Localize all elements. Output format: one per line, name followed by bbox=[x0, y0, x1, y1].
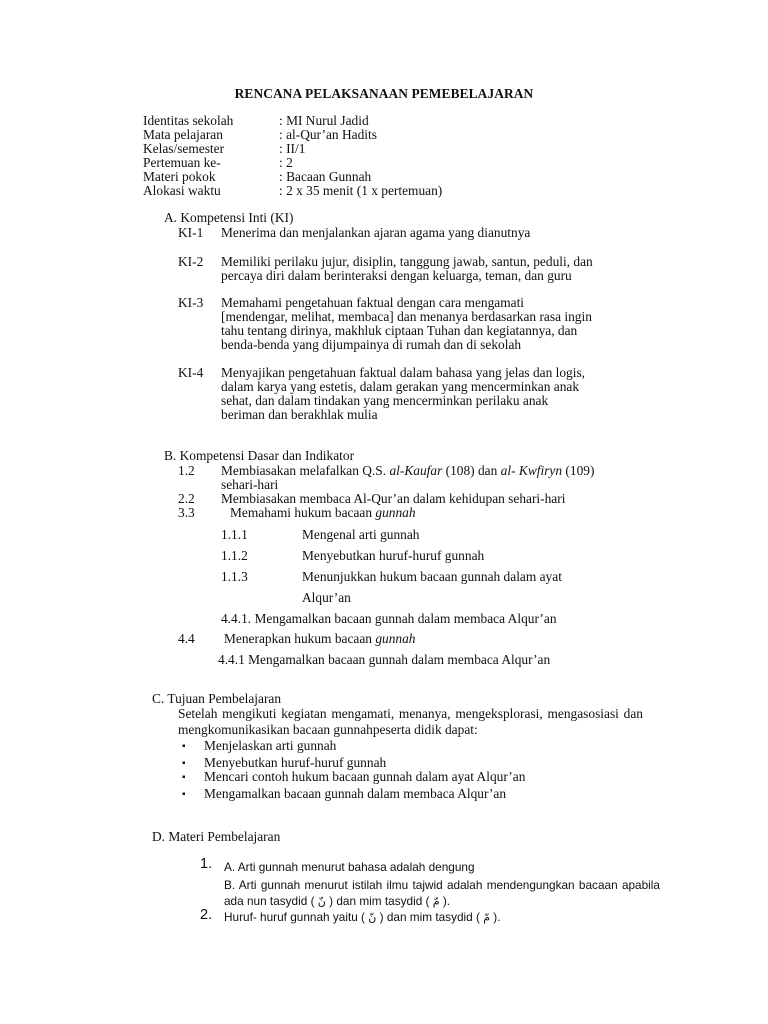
bullet-icon: ▪ bbox=[182, 789, 186, 800]
identity-value: : MI Nurul Jadid bbox=[279, 113, 369, 128]
list-item: Mencari contoh hukum bacaan gunnah dalam ayat Alqur’an bbox=[204, 769, 526, 784]
list-item: Menyebutkan huruf-huruf gunnah bbox=[204, 755, 387, 770]
list-item: Mengamalkan bacaan gunnah dalam membaca Alqur’an bbox=[204, 786, 507, 801]
kd-text: Membiasakan membaca Al-Qur’an dalam kehidupan sehari-hari bbox=[221, 491, 566, 506]
kd-text: Menerapkan hukum bacaan gunnah bbox=[224, 631, 416, 646]
identity-label: Identitas sekolah bbox=[143, 113, 234, 128]
ki-text: dalam karya yang estetis, dalam gerakan yang mencerminkan anak bbox=[221, 379, 580, 394]
identity-label: Pertemuan ke- bbox=[143, 155, 221, 170]
identity-value: : al-Qur’an Hadits bbox=[279, 127, 377, 142]
ki-text: beriman dan berakhlak mulia bbox=[221, 407, 378, 422]
kd-code: 2.2 bbox=[178, 491, 195, 506]
kd-text: Memahami hukum bacaan gunnah bbox=[230, 505, 416, 520]
identity-value: : Bacaan Gunnah bbox=[279, 169, 372, 184]
bullet-icon: ▪ bbox=[182, 758, 186, 769]
indicator-code: 1.1.2 bbox=[221, 548, 248, 563]
ki-text: Memiliki perilaku jujur, disiplin, tanggung jawab, santun, peduli, dan bbox=[221, 254, 593, 269]
ki-text: Memahami pengetahuan faktual dengan cara mengamati bbox=[221, 295, 525, 310]
section-c-intro: Setelah mengikuti kegiatan mengamati, menanya, mengeksplorasi, mengasosiasi dan mengkomunikasikan bacaan gunnahpeserta didik dapat: bbox=[178, 706, 643, 737]
ki-code: KI-4 bbox=[178, 365, 204, 380]
identity-label: Materi pokok bbox=[143, 169, 216, 184]
indicator-text: Mengenal arti gunnah bbox=[302, 527, 420, 542]
list-number: 2. bbox=[200, 907, 213, 923]
ki-text: percaya diri dalam berinteraksi dengan keluarga, teman, dan guru bbox=[221, 268, 572, 283]
indicator-code: 1.1.3 bbox=[221, 569, 248, 584]
list-number: 1. bbox=[200, 856, 213, 872]
identity-label: Mata pelajaran bbox=[143, 127, 223, 142]
kd-code: 4.4 bbox=[178, 631, 195, 646]
ki-text: Menyajikan pengetahuan faktual dalam bahasa yang jelas dan logis, bbox=[221, 365, 586, 380]
ki-code: KI-3 bbox=[178, 295, 204, 310]
materi-text: Huruf- huruf gunnah yaitu ( نّ ) dan mim tasydid ( مّ ). bbox=[224, 910, 501, 924]
indicator-text: 4.4.1 Mengamalkan bacaan gunnah dalam membaca Alqur’an bbox=[218, 652, 551, 667]
document-title: RENCANA PELAKSANAAN PEMEBELAJARAN bbox=[234, 86, 534, 101]
identity-label: Alokasi waktu bbox=[143, 183, 221, 198]
ki-text: sehat, dan dalam tindakan yang mencerminkan perilaku anak bbox=[221, 393, 549, 408]
indicator-text: Menyebutkan huruf-huruf gunnah bbox=[302, 548, 485, 563]
ki-text: [mendengar, melihat, membaca] dan menanya berdasarkan rasa ingin bbox=[221, 309, 592, 324]
kd-code: 1.2 bbox=[178, 463, 195, 478]
ki-code: KI-2 bbox=[178, 254, 204, 269]
section-b-heading: B. Kompetensi Dasar dan Indikator bbox=[164, 448, 355, 463]
identity-value: : II/1 bbox=[279, 141, 306, 156]
identity-value: : 2 bbox=[279, 155, 293, 170]
bullet-icon: ▪ bbox=[182, 741, 186, 752]
indicator-text: Menunjukkan hukum bacaan gunnah dalam ayat bbox=[302, 569, 562, 584]
ki-code: KI-1 bbox=[178, 225, 204, 240]
identity-value: : 2 x 35 menit (1 x pertemuan) bbox=[279, 183, 443, 198]
ki-text: tahu tentang dirinya, makhluk ciptaan Tuhan dan kegiatannya, dan bbox=[221, 323, 578, 338]
list-item: Menjelaskan arti gunnah bbox=[204, 738, 337, 753]
materi-text: B. Arti gunnah menurut istilah ilmu tajwid adalah mendengungkan bacaan apabila ada nun tasydid ( نّ ) dan mim tasydid ( مّ ). bbox=[224, 878, 660, 908]
indicator-text: 4.4.1. Mengamalkan bacaan gunnah dalam membaca Alqur’an bbox=[221, 611, 557, 626]
section-a-heading: A. Kompetensi Inti (KI) bbox=[164, 210, 294, 225]
ki-text: Menerima dan menjalankan ajaran agama yang dianutnya bbox=[221, 225, 531, 240]
indicator-code: 1.1.1 bbox=[221, 527, 248, 542]
bullet-icon: ▪ bbox=[182, 772, 186, 783]
kd-text: Membiasakan melafalkan Q.S. al-Kaufar (108) dan al- Kwfiryn (109) bbox=[221, 463, 595, 478]
kd-code: 3.3 bbox=[178, 505, 195, 520]
ki-text: benda-benda yang dijumpainya di rumah dan di sekolah bbox=[221, 337, 522, 352]
section-d-heading: D. Materi Pembelajaran bbox=[152, 829, 281, 844]
materi-text: A. Arti gunnah menurut bahasa adalah dengung bbox=[224, 860, 475, 874]
kd-text: sehari-hari bbox=[221, 477, 279, 492]
indicator-text: Alqur’an bbox=[302, 590, 351, 605]
identity-label: Kelas/semester bbox=[143, 141, 225, 156]
section-c-heading: C. Tujuan Pembelajaran bbox=[152, 691, 282, 706]
